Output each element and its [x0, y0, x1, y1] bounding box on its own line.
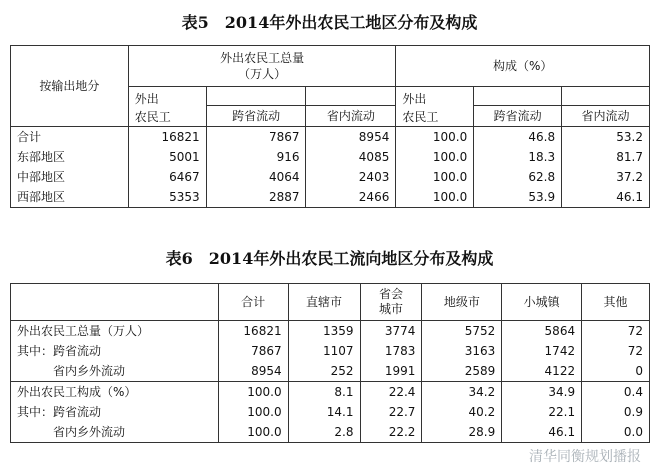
table-cell: 100.0 — [396, 167, 474, 187]
table-row — [11, 382, 650, 403]
table-cell: 3774 — [360, 321, 422, 342]
table-cell: 0.0 — [582, 422, 650, 443]
table-cell: 5353 — [128, 187, 206, 208]
row-label: 外出农民工构成（%） — [11, 382, 219, 403]
table-cell: 46.1 — [562, 187, 650, 208]
table-cell: 22.2 — [360, 422, 422, 443]
table6-col-header: 地级市 — [422, 284, 502, 321]
table-cell: 53.2 — [562, 127, 650, 148]
table-cell: 1359 — [288, 321, 360, 342]
table-cell: 1742 — [502, 341, 582, 361]
table-cell: 34.2 — [422, 382, 502, 403]
table5-subcol: 跨省流动 — [474, 106, 562, 127]
row-label: 中部地区 — [11, 167, 129, 187]
table-cell: 8954 — [306, 127, 396, 148]
table-cell: 100.0 — [396, 147, 474, 167]
table-cell: 1107 — [288, 341, 360, 361]
table6-title: 表6 2014年外出农民工流向地区分布及构成 — [165, 249, 494, 268]
table-row — [11, 147, 650, 167]
row-label: 东部地区 — [11, 147, 129, 167]
table-cell: 72 — [582, 321, 650, 342]
row-label: 其中：跨省流动 — [11, 341, 219, 361]
table-cell: 18.3 — [474, 147, 562, 167]
table-cell: 14.1 — [288, 402, 360, 422]
table5-group-total: 外出农民工总量 （万人） — [128, 46, 396, 87]
table-cell: 7867 — [218, 341, 288, 361]
table-cell: 22.4 — [360, 382, 422, 403]
table5-subcol: 省内流动 — [306, 106, 396, 127]
table-cell: 1783 — [360, 341, 422, 361]
table-cell: 3163 — [422, 341, 502, 361]
row-label: 西部地区 — [11, 187, 129, 208]
table-cell: 46.1 — [502, 422, 582, 443]
table-cell: 40.2 — [422, 402, 502, 422]
table-cell: 16821 — [218, 321, 288, 342]
table-cell: 100.0 — [218, 382, 288, 403]
table-cell: 62.8 — [474, 167, 562, 187]
table-cell: 4122 — [502, 361, 582, 382]
row-label: 省内乡外流动 — [11, 422, 219, 443]
table-cell: 2403 — [306, 167, 396, 187]
table5-group-composition: 构成（%） — [396, 46, 650, 87]
table-row — [11, 127, 650, 148]
table-cell: 8.1 — [288, 382, 360, 403]
table-cell: 0 — [582, 361, 650, 382]
table-cell: 2.8 — [288, 422, 360, 443]
table-cell: 7867 — [206, 127, 306, 148]
table-cell: 2887 — [206, 187, 306, 208]
table-row — [11, 341, 650, 361]
table-cell: 1991 — [360, 361, 422, 382]
table-cell: 4064 — [206, 167, 306, 187]
row-label: 其中：跨省流动 — [11, 402, 219, 422]
table-cell: 8954 — [218, 361, 288, 382]
table-cell: 22.7 — [360, 402, 422, 422]
table6-col-header: 其他 — [582, 284, 650, 321]
table-cell: 72 — [582, 341, 650, 361]
table-cell: 53.9 — [474, 187, 562, 208]
table-row — [11, 167, 650, 187]
table-cell: 22.1 — [502, 402, 582, 422]
table-cell: 16821 — [128, 127, 206, 148]
table-cell: 28.9 — [422, 422, 502, 443]
table5 — [10, 45, 650, 208]
table-cell: 2589 — [422, 361, 502, 382]
row-label: 外出农民工总量（万人） — [11, 321, 219, 342]
table-cell: 5752 — [422, 321, 502, 342]
table-row — [11, 422, 650, 443]
table6 — [10, 283, 650, 443]
table5-subcol: 省内流动 — [562, 106, 650, 127]
table-cell: 81.7 — [562, 147, 650, 167]
table6-col-header: 小城镇 — [502, 284, 582, 321]
table-cell: 6467 — [128, 167, 206, 187]
table-row — [11, 361, 650, 382]
table5-subcol: 外出 农民工 — [128, 87, 206, 127]
table-cell: 916 — [206, 147, 306, 167]
table5-title: 表5 2014年外出农民工地区分布及构成 — [181, 13, 478, 32]
table-cell: 100.0 — [396, 127, 474, 148]
table-cell: 100.0 — [396, 187, 474, 208]
table-cell: 34.9 — [502, 382, 582, 403]
table-row — [11, 402, 650, 422]
table-cell: 252 — [288, 361, 360, 382]
table6-col-header: 合计 — [218, 284, 288, 321]
table5-subcol: 跨省流动 — [206, 106, 306, 127]
table-cell: 100.0 — [218, 422, 288, 443]
table-row — [11, 321, 650, 342]
watermark-text: 清华同衡规划播报 — [529, 449, 641, 465]
table-cell: 0.9 — [582, 402, 650, 422]
table-cell: 5864 — [502, 321, 582, 342]
table-cell: 4085 — [306, 147, 396, 167]
table-cell: 37.2 — [562, 167, 650, 187]
table6-col-header: 直辖市 — [288, 284, 360, 321]
table-cell: 5001 — [128, 147, 206, 167]
row-label: 省内乡外流动 — [11, 361, 219, 382]
table-cell: 0.4 — [582, 382, 650, 403]
table-cell: 100.0 — [218, 402, 288, 422]
table-cell: 46.8 — [474, 127, 562, 148]
table-cell: 2466 — [306, 187, 396, 208]
table5-row-header: 按输出地分 — [11, 46, 129, 127]
row-label: 合计 — [11, 127, 129, 148]
table-row — [11, 187, 650, 208]
table6-col-header: 省会 城市 — [360, 284, 422, 321]
table5-subcol: 外出 农民工 — [396, 87, 474, 127]
